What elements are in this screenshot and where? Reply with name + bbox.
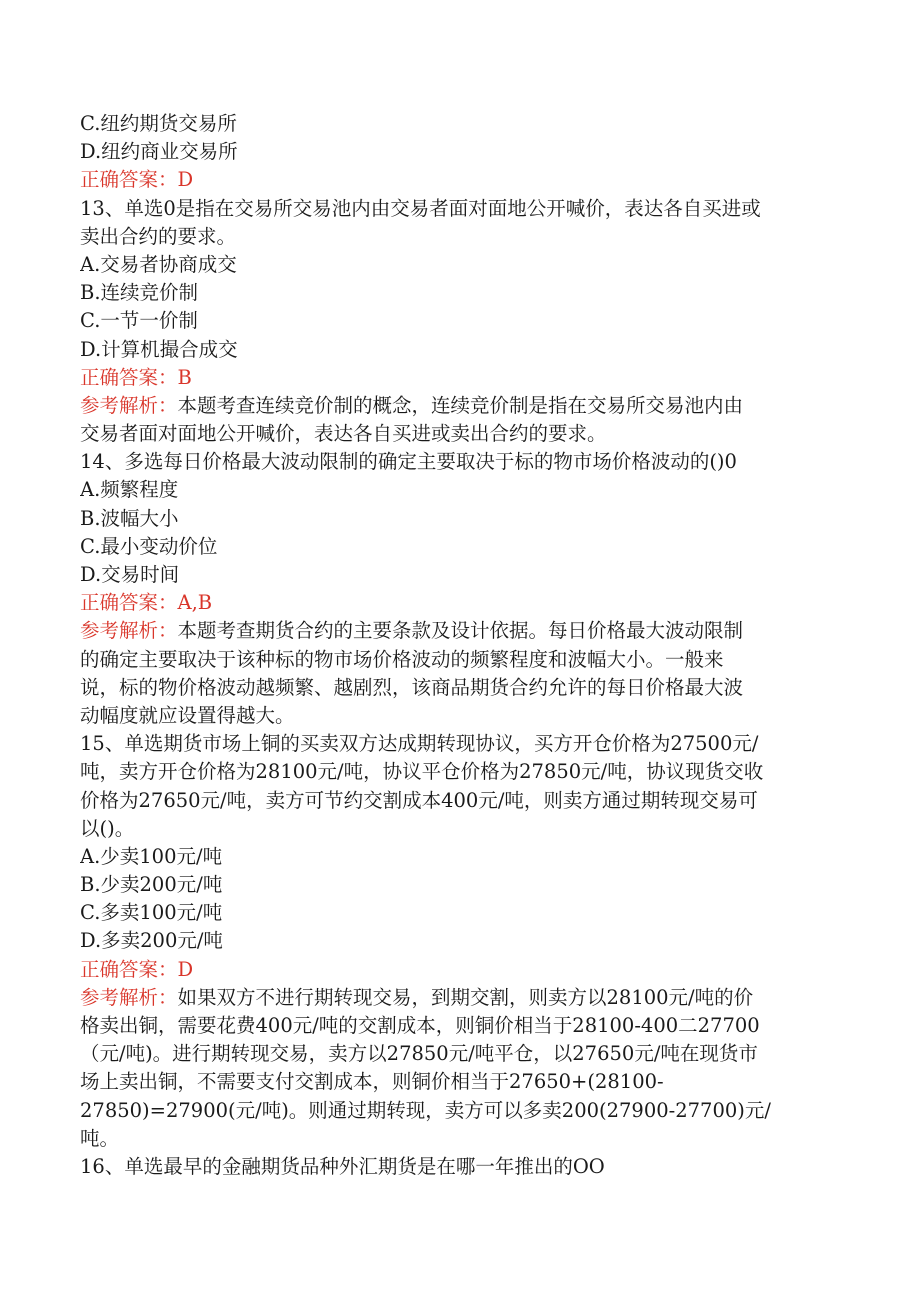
q14-option-c: C.最小变动价位 xyxy=(80,534,218,558)
q15-option-a: A.少卖100元/吨 xyxy=(80,844,223,868)
q13-analysis-line1 xyxy=(80,392,840,420)
q14-analysis-line2: 的确定主要取决于该种标的物市场价格波动的频繁程度和波幅大小。一般来 xyxy=(80,647,724,671)
q15-analysis-line3: （元/吨)。进行期转现交易，卖方以27850元/吨平仓，以27650元/吨在现货市 xyxy=(80,1042,758,1066)
q13-option-b: B.连续竞价制 xyxy=(80,281,199,305)
q12-option-d: D.纽约商业交易所 xyxy=(80,140,238,164)
analysis-label: 参考解析： xyxy=(80,619,178,643)
q14-analysis-line1 xyxy=(80,617,840,645)
q13-analysis-line2: 交易者面对面地公开喊价，表达各自买进或卖出合约的要求。 xyxy=(80,422,607,446)
q14-stem-line1: 14、多选每日价格最大波动限制的确定主要取决于标的物市场价格波动的()0 xyxy=(80,450,737,474)
answer-value: A,B xyxy=(177,591,213,615)
q16-stem-line1: 16、单选最早的金融期货品种外汇期货是在哪一年推出的OO xyxy=(80,1154,605,1178)
answer-value: D xyxy=(177,168,194,192)
q13-option-d: D.计算机撮合成交 xyxy=(80,337,238,361)
q15-answer xyxy=(80,956,840,984)
document-page xyxy=(80,110,840,1181)
q12-option-c: C.纽约期货交易所 xyxy=(80,112,237,135)
analysis-label: 参考解析： xyxy=(80,393,178,417)
q14-option-a: A.频繁程度 xyxy=(80,478,179,502)
q13-answer xyxy=(80,364,840,392)
analysis-text: 如果双方不进行期转现交易，到期交割，则卖方以28100元/吨的价 xyxy=(177,985,754,1009)
analysis-label: 参考解析： xyxy=(80,985,178,1009)
q13-stem-line2: 卖出合约的要求。 xyxy=(80,224,237,248)
q15-option-b: B.少卖200元/吨 xyxy=(80,873,223,897)
answer-label: 正确答案： xyxy=(80,591,178,615)
q15-analysis-line5: 27850)=27900(元/吨)。则通过期转现，卖方可以多卖200(27900-27700)元/ xyxy=(80,1098,771,1122)
q15-analysis-line4: 场上卖出铜，不需要支付交割成本，则铜价相当于27650+(28100- xyxy=(80,1070,664,1094)
analysis-text: 本题考查期货合约的主要条款及设计依据。每日价格最大波动限制 xyxy=(177,619,744,643)
q13-stem-line1: 13、单选0是指在交易所交易池内由交易者面对面地公开喊价，表达各自买进或 xyxy=(80,196,761,220)
q14-analysis-line3: 说，标的物价格波动越频繁、越剧烈，该商品期货合约允许的每日价格最大波 xyxy=(80,675,744,699)
q12-answer xyxy=(80,166,840,194)
q14-option-d: D.交易时间 xyxy=(80,563,180,586)
q15-analysis-line1 xyxy=(80,984,840,1012)
q15-stem-line4: 以()。 xyxy=(80,816,135,840)
q15-analysis-line6: 吨。 xyxy=(80,1126,120,1150)
q15-stem-line1: 15、单选期货市场上铜的买卖双方达成期转现协议，买方开仓价格为27500元/ xyxy=(80,732,759,756)
q13-option-c: C.一节一价制 xyxy=(80,309,198,333)
answer-value: B xyxy=(177,365,192,389)
answer-label: 正确答案： xyxy=(80,365,178,389)
analysis-text: 本题考查连续竞价制的概念，连续竞价制是指在交易所交易池内由 xyxy=(177,393,744,417)
answer-label: 正确答案： xyxy=(80,957,178,981)
q15-option-d: D.多卖200元/吨 xyxy=(80,929,223,953)
q15-stem-line3: 价格为27650元/吨，卖方可节约交割成本400元/吨，则卖方通过期转现交易可 xyxy=(80,788,758,812)
q13-option-a: A.交易者协商成交 xyxy=(80,252,237,276)
q14-answer xyxy=(80,589,840,617)
q14-analysis-line4: 动幅度就应设置得越大。 xyxy=(80,703,295,727)
q15-stem-line2: 吨，卖方开仓价格为28100元/吨，协议平仓价格为27850元/吨，协议现货交收 xyxy=(80,760,764,784)
answer-value: D xyxy=(177,957,194,981)
q15-analysis-line2: 格卖出铜，需要花费400元/吨的交割成本，则铜价相当于28100-400二27700 xyxy=(80,1014,760,1037)
q14-option-b: B.波幅大小 xyxy=(80,506,179,530)
q15-option-c: C.多卖100元/吨 xyxy=(80,901,223,925)
answer-label: 正确答案： xyxy=(80,168,178,192)
